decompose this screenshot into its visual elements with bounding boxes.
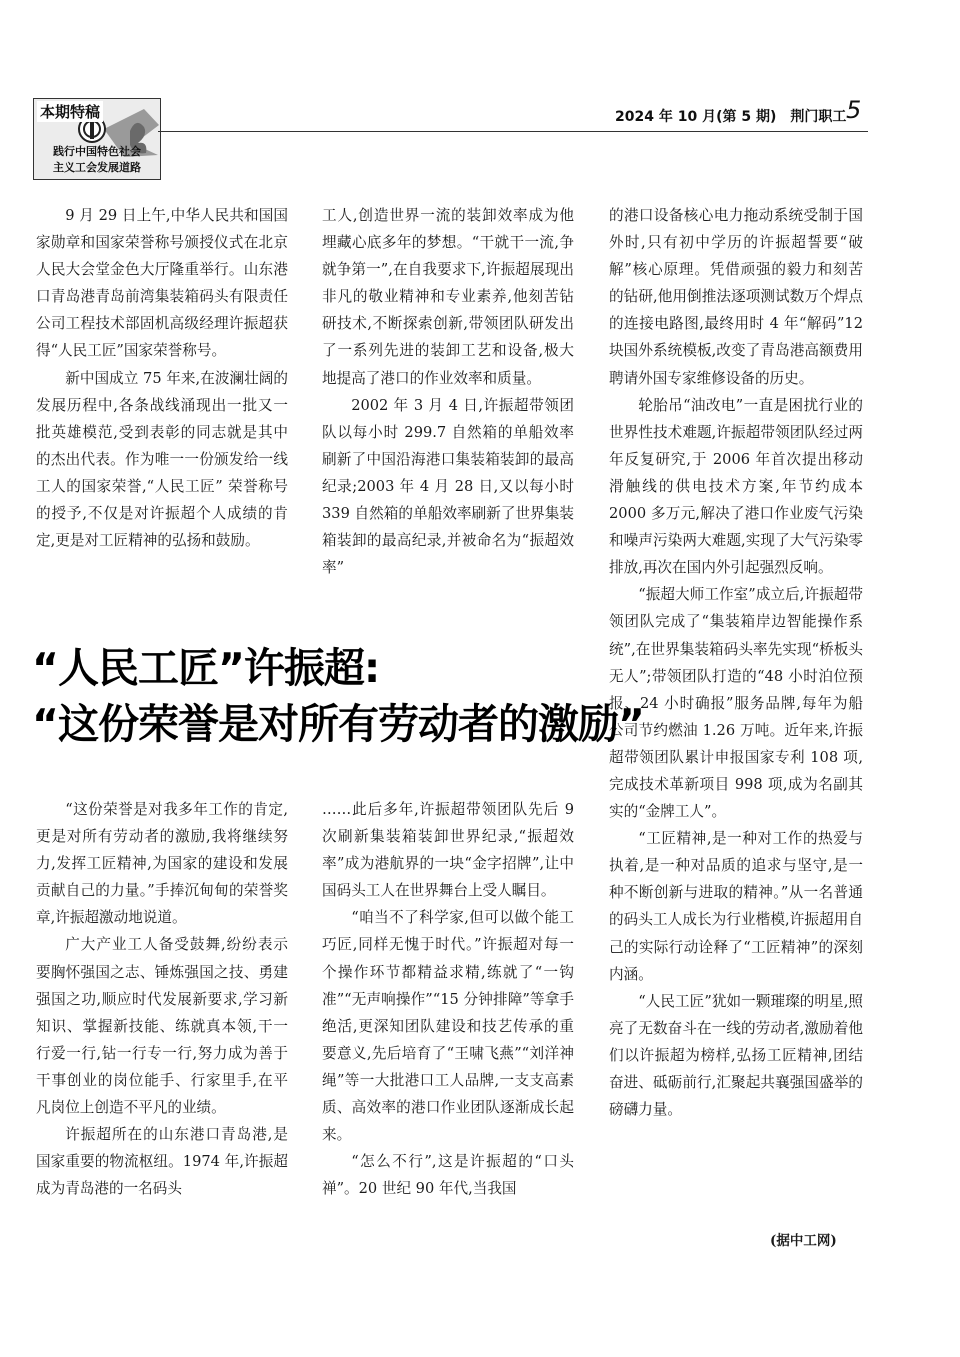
source-note: (据中工网): [770, 1233, 837, 1249]
paragraph: 工人,创造世界一流的装卸效率成为他埋藏心底多年的梦想。“干就干一流,争就争第一”,在自我要求下,许振超展现出非凡的敬业精神和专业素养,他刻苦钻研技术,不断探索创新,带领团队研发出了一系列先进的装卸工艺和设备,极大地提高了港口的作业效率和质量。: [322, 207, 574, 387]
publication-name: 荆门职工: [790, 109, 847, 125]
headline-line1: “人民工匠”许振超:: [32, 644, 380, 692]
paragraph: 的港口设备核心电力拖动系统受制于国外时,只有初中学历的许振超誓要“破解”核心原理。凭借顽强的毅力和刻苦的钻研,他用倒推法逐项测试数万个焊点的连接电路图,最终用时 4 年“解码”12 块国外系统模板,改变了青岛港高额费用聘请外国专家维修设备的历史。: [609, 207, 863, 387]
paragraph: “人民工匠”犹如一颗璀璨的明星,照亮了无数奋斗在一线的劳动者,激励着他们以许振超为榜样,弘扬工匠精神,团结奋进、砥砺前行,汇聚起共襄强国盛举的磅礴力量。: [609, 992, 863, 1119]
paragraph: “咱当不了科学家,但可以做个能工巧匠,同样无愧于时代。”许振超对每一个操作环节都精益求精,练就了“一钩准”“无声响操作”“15 分钟排障”等拿手绝活,更深知团队建设和技艺传承的重要意义,先后培育了“王啸飞燕”“刘洋神绳”等一大批港口工人品牌,一支支高素质、高效率的港口作业团队逐渐成长起来。: [322, 909, 574, 1144]
paragraph: “工匠精神,是一种对工作的热爱与执着,是一种对品质的追求与坚守,是一种不断创新与进取的精神。”从一名普通的码头工人成长为行业楷模,许振超用自己的实际行动诠释了“工匠精神”的深刻内涵。: [609, 830, 863, 983]
section-logo: [33, 98, 161, 180]
headline-line2: “这份荣誉是对所有劳动者的激励”: [32, 700, 644, 748]
paragraph: “怎么不行”,这是许振超的“口头禅”。20 世纪 90 年代,当我国: [322, 1153, 574, 1198]
issue-info: [615, 106, 846, 126]
article-column-3: [609, 202, 863, 1123]
paragraph: 新中国成立 75 年来,在波澜壮阔的发展历程中,各条战线涌现出一批又一批英雄模范,受到表彰的同志就是其中的杰出代表。作为唯一一份颁发给一线工人的国家荣誉,“人民工匠” 荣誉称号的授予,不仅是对许振超个人成绩的肯定,更是对工匠精神的弘扬和鼓励。: [36, 369, 288, 550]
paragraph: “振超大师工作室”成立后,许振超带领团队完成了“集装箱岸边智能操作系统”,在世界集装箱码头率先实现“桥板头无人”;带领团队打造的“48 小时泊位预报、24 小时确报”服务品牌,每年为船公司节约燃油 1.26 万吨。近年来,许振超带领团队累计申报国家专利 108 项,完成技术革新项目 998 项,成为名副其实的“金牌工人”。: [609, 586, 863, 821]
paragraph: 轮胎吊“油改电”一直是困扰行业的世界性技术难题,许振超带领团队经过两年反复研究,于 2006 年首次提出移动滑触线的供电技术方案,年节约成本 2000 多万元,解决了港口作业废气污染和噪声污染两大难题,实现了大气污染零排放,再次在国内外引起强烈反响。: [609, 396, 863, 577]
page-number: 5: [846, 96, 862, 124]
logo-caption-line2: 主义工会发展道路: [53, 161, 141, 174]
article-column-2-upper: [322, 202, 574, 581]
article-column-1-upper: [36, 202, 288, 554]
paragraph: 广大产业工人备受鼓舞,纷纷表示要胸怀强国之志、锤炼强国之技、勇建强国之功,顺应时代发展新要求,学习新知识、掌握新技能、练就真本领,干一行爱一行,钻一行专一行,努力成为善于干事创业的岗位能手、行家里手,在平凡岗位上创造不平凡的业绩。: [36, 936, 288, 1117]
paragraph: 许振超所在的山东港口青岛港,是国家重要的物流枢纽。1974 年,许振超成为青岛港的一名码头: [36, 1126, 288, 1198]
paragraph: 9 月 29 日上午,中华人民共和国国家勋章和国家荣誉称号颁授仪式在北京人民大会堂金色大厅隆重举行。山东港口青岛港青岛前湾集装箱码头有限责任公司工程技术部固机高级经理许振超获得“人民工匠”国家荣誉称号。: [36, 207, 288, 360]
paragraph: ……此后多年,许振超带领团队先后 9 次刷新集装箱装卸世界纪录,“振超效率”成为港航界的一块“金字招牌”,让中国码头工人在世界舞台上受人瞩目。: [322, 801, 574, 900]
article-column-1-lower: [36, 796, 288, 1202]
issue-date: 2024 年 10 月(第 5 期): [615, 109, 777, 125]
section-tag: 本期特稿: [37, 101, 103, 122]
paragraph: “这份荣誉是对我多年工作的肯定,更是对所有劳动者的激励,我将继续努力,发挥工匠精神,为国家的建设和发展贡献自己的力量。”手捧沉甸甸的荣誉奖章,许振超激动地说道。: [36, 801, 288, 927]
article-headline: [32, 640, 644, 752]
article-column-2-lower: [322, 796, 574, 1202]
paragraph: 2002 年 3 月 4 日,许振超带领团队以每小时 299.7 自然箱的单船效率刷新了中国沿海港口集装箱装卸的最高纪录;2003 年 4 月 28 日,又以每小时 339 自然箱的单船效率刷新了世界集装箱装卸的最高纪录,并被命名为“振超效率”: [322, 396, 574, 577]
header-rule: [158, 131, 868, 132]
logo-caption-line1: 践行中国特色社会: [53, 145, 141, 158]
